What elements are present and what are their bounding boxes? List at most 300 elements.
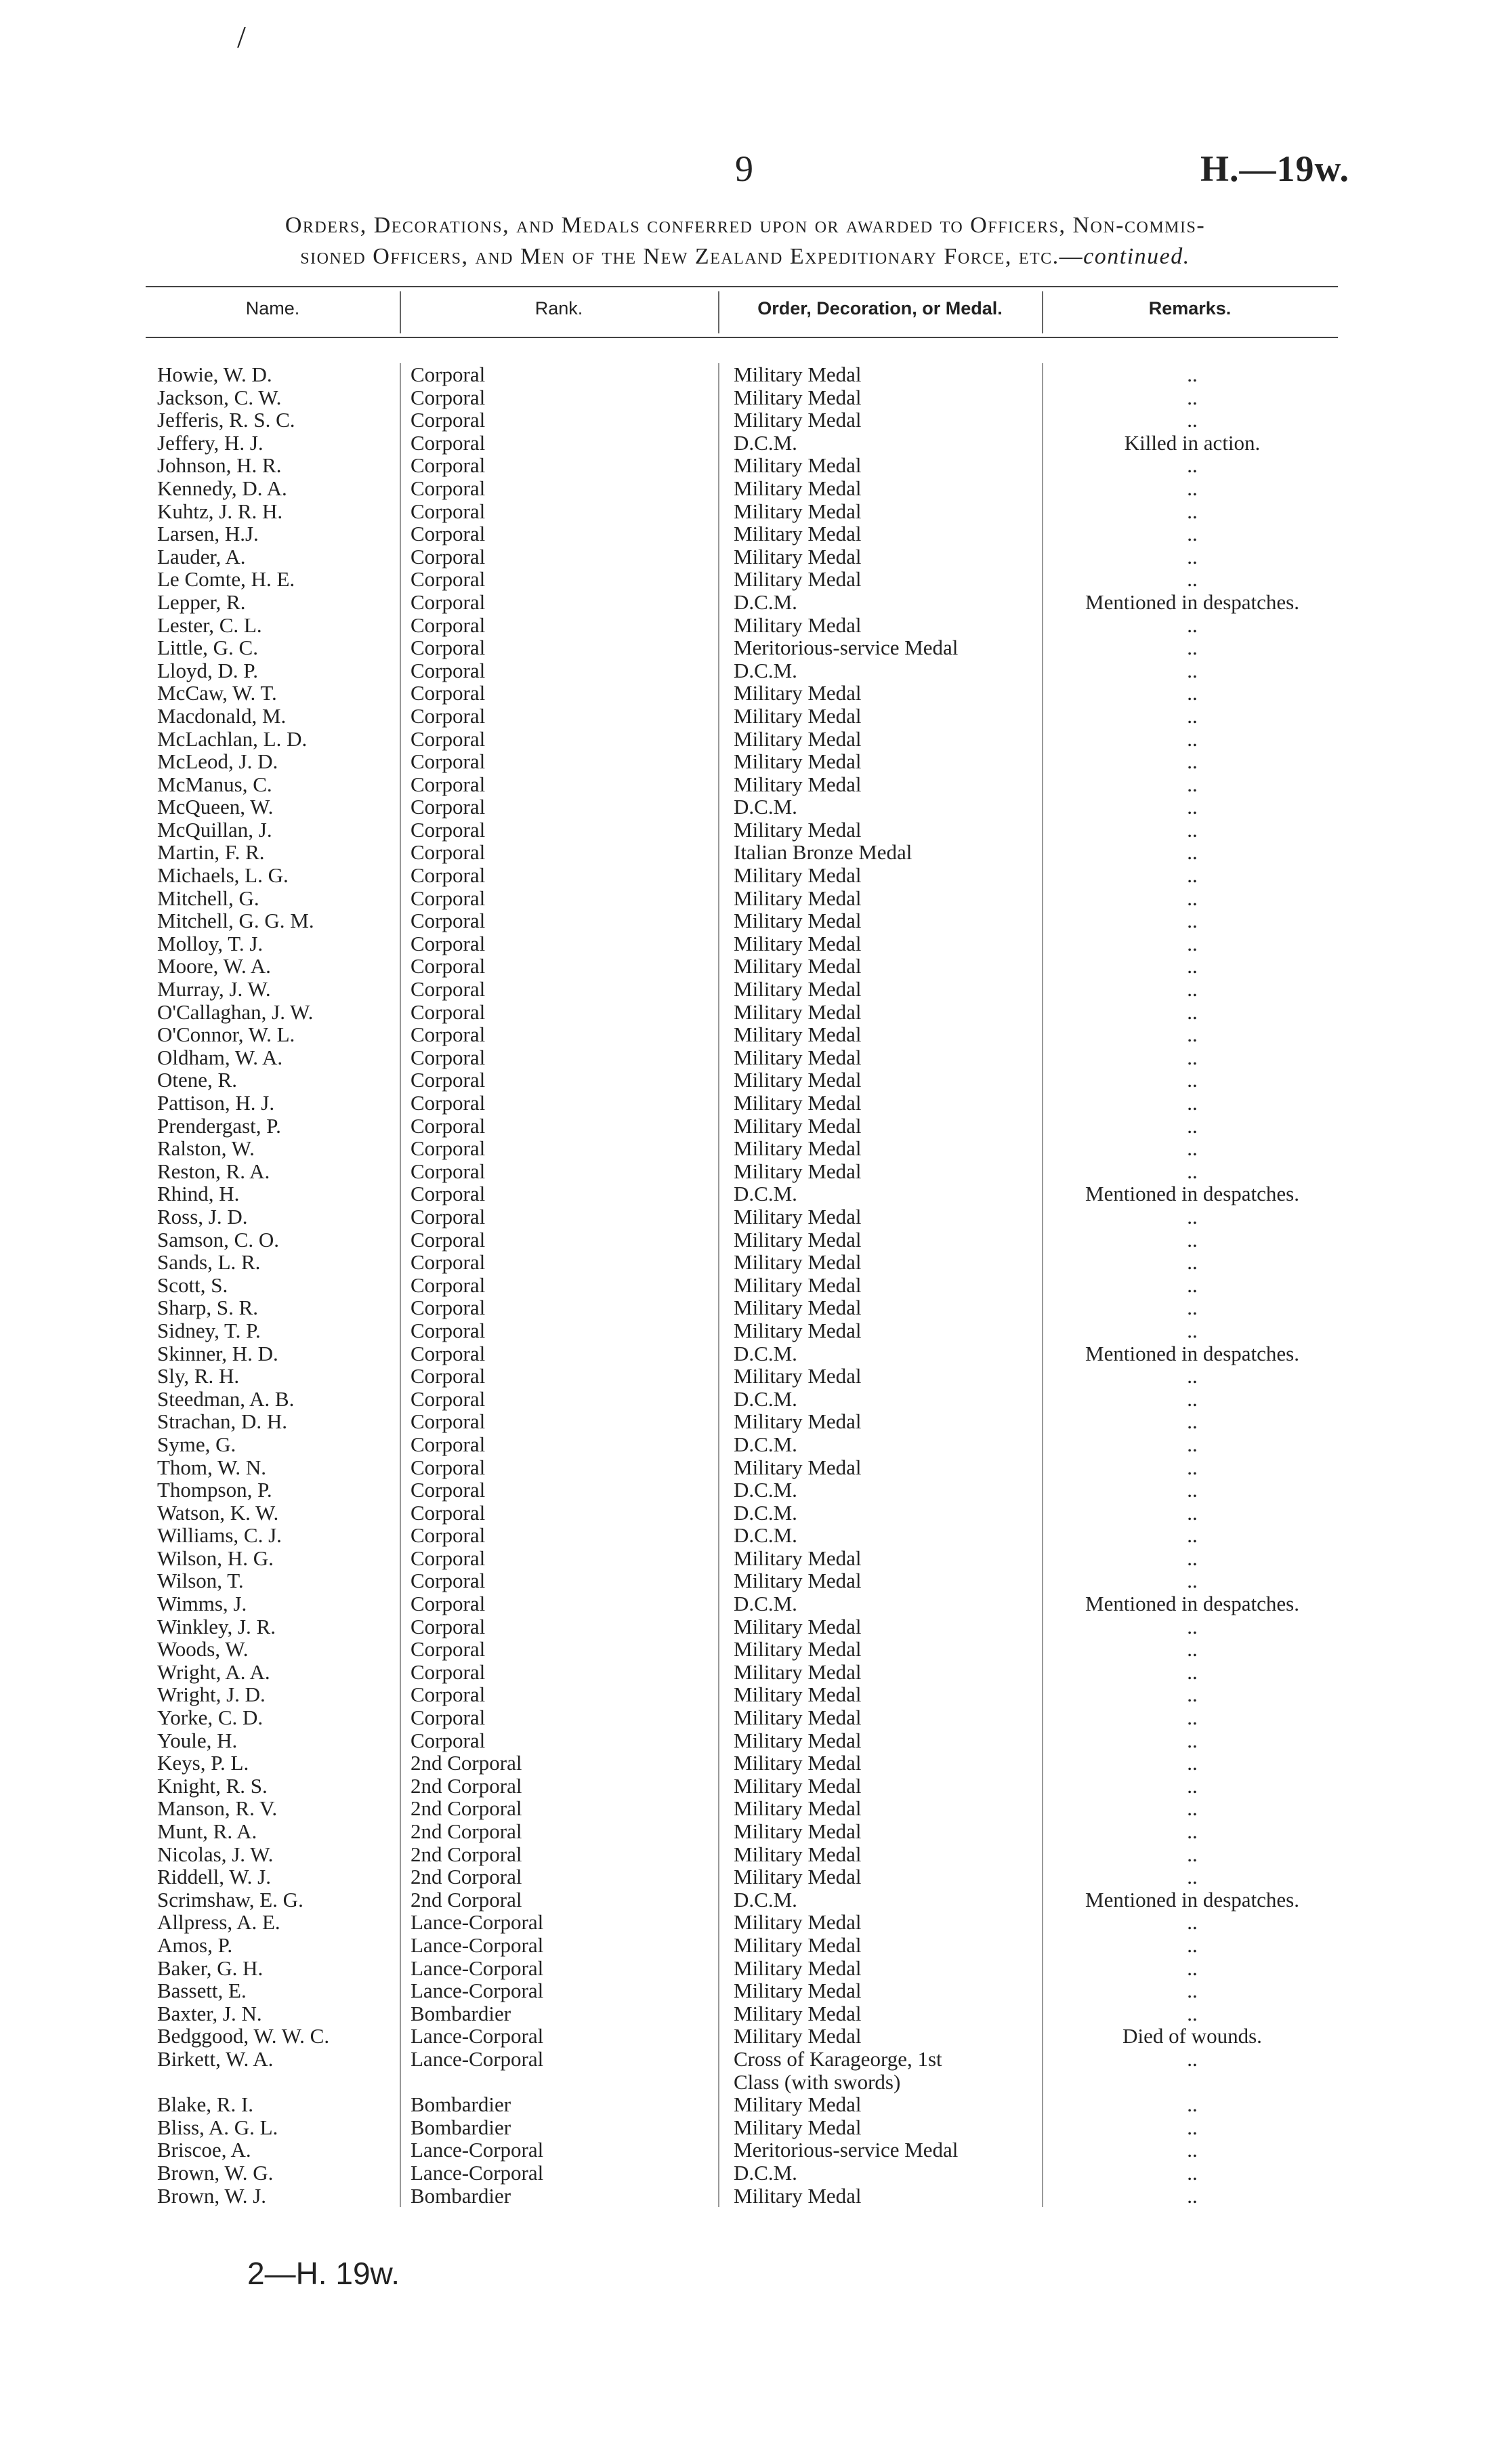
cell-name: McQueen, W. [157, 795, 274, 819]
order-divider [718, 2025, 719, 2048]
order-divider [718, 955, 719, 978]
rank-divider [400, 955, 401, 978]
cell-name: Scrimshaw, E. G. [157, 1887, 303, 1912]
table-row [0, 2093, 1512, 2116]
cell-remarks: .. [1187, 1227, 1198, 1252]
table-row [0, 477, 1512, 500]
rank-divider [400, 477, 401, 500]
cell-order: Military Medal [734, 567, 862, 592]
table-row [0, 2002, 1512, 2025]
remarks-divider [1042, 1092, 1043, 1115]
table-row [0, 568, 1512, 591]
table-row [0, 591, 1512, 614]
order-divider [718, 1547, 719, 1570]
cell-name: Wilson, H. G. [157, 1546, 274, 1570]
remarks-divider [1042, 2139, 1043, 2162]
cell-remarks: .. [1187, 1796, 1198, 1821]
table-row [0, 2048, 1512, 2071]
cell-name: Woods, W. [157, 1637, 249, 1661]
cell-rank: Corporal [411, 1592, 486, 1616]
rank-divider [400, 1410, 401, 1433]
remarks-divider [1042, 1775, 1043, 1798]
cell-name: Briscoe, A. [157, 2138, 251, 2162]
table-row [0, 1592, 1512, 1615]
remarks-divider [1042, 1479, 1043, 1502]
cell-remarks: .. [1187, 499, 1198, 523]
cell-name: Sly, R. H. [157, 1364, 240, 1388]
cell-order: Military Medal [734, 1227, 862, 1252]
table-row [0, 386, 1512, 409]
cell-order: Military Medal [734, 1773, 862, 1798]
table-row [0, 2025, 1512, 2048]
order-divider [718, 2185, 719, 2208]
rank-divider [400, 978, 401, 1001]
order-divider [718, 1365, 719, 1388]
cell-rank: 2nd Corporal [411, 1842, 522, 1866]
cell-rank: Corporal [411, 703, 486, 728]
table-row [0, 1182, 1512, 1205]
cell-rank: Corporal [411, 1728, 486, 1752]
order-divider [718, 1410, 719, 1433]
order-divider [718, 614, 719, 637]
remarks-divider [1042, 1706, 1043, 1729]
remarks-divider [1042, 1615, 1043, 1638]
cell-name: Birkett, W. A. [157, 2046, 274, 2071]
cell-name: Wright, A. A. [157, 1659, 270, 1684]
rank-divider [400, 1023, 401, 1046]
table-row [0, 522, 1512, 545]
table-row [0, 2116, 1512, 2139]
table-row [0, 1638, 1512, 1661]
cell-remarks: .. [1187, 1706, 1198, 1730]
remarks-divider [1042, 1592, 1043, 1615]
cell-rank: Corporal [411, 567, 486, 592]
cell-name: Steedman, A. B. [157, 1386, 295, 1411]
remarks-divider [1042, 522, 1043, 545]
order-divider [718, 2093, 719, 2116]
table-row [0, 1115, 1512, 1138]
cell-remarks: .. [1187, 567, 1198, 592]
cell-name: Wimms, J. [157, 1592, 247, 1616]
cell-rank: Corporal [411, 1227, 486, 1252]
cell-remarks: .. [1187, 795, 1198, 819]
remarks-divider [1042, 841, 1043, 864]
cell-name: Murray, J. W. [157, 977, 271, 1002]
rank-divider [400, 1274, 401, 1297]
cell-order: Military Medal [734, 1614, 862, 1638]
cell-name: Bedggood, W. W. C. [157, 2024, 330, 2048]
cell-order: Military Medal [734, 499, 862, 523]
remarks-divider [1042, 955, 1043, 978]
remarks-divider [1042, 1865, 1043, 1888]
order-divider [718, 500, 719, 523]
cell-order: Military Medal [734, 1706, 862, 1730]
rank-divider [400, 909, 401, 932]
table-row [0, 1888, 1512, 1912]
rank-divider [400, 1524, 401, 1547]
remarks-divider [1042, 1388, 1043, 1411]
cell-name: Mitchell, G. [157, 886, 259, 910]
cell-order: D.C.M. [734, 1523, 797, 1548]
cell-remarks: .. [1187, 749, 1198, 774]
cell-order: Military Medal [734, 1910, 862, 1935]
table-row [0, 1569, 1512, 1592]
order-divider [718, 1228, 719, 1252]
cell-rank: Corporal [411, 1023, 486, 1047]
remarks-divider [1042, 1752, 1043, 1775]
cell-remarks: .. [1187, 1204, 1198, 1228]
remarks-divider [1042, 796, 1043, 819]
cell-order: Military Medal [734, 1819, 862, 1843]
remarks-divider [1042, 1729, 1043, 1752]
cell-order: Military Medal [734, 363, 862, 386]
rank-divider [400, 1137, 401, 1160]
cell-remarks: .. [1187, 1045, 1198, 1069]
cell-remarks: .. [1187, 863, 1198, 888]
cell-rank: Corporal [411, 863, 486, 888]
order-divider [718, 454, 719, 477]
cell-name: O'Connor, W. L. [157, 1023, 295, 1047]
cell-remarks: .. [1187, 408, 1198, 432]
cell-order: Military Medal [734, 772, 862, 796]
column-header-remarks: Remarks. [1148, 298, 1232, 318]
cell-rank: Corporal [411, 522, 486, 546]
cell-rank: Lance-Corporal [411, 1910, 544, 1935]
table-row [0, 1160, 1512, 1183]
rank-divider [400, 659, 401, 682]
cell-order: Military Medal [734, 863, 862, 888]
cell-rank: Bombardier [411, 2092, 511, 2117]
cell-remarks: Mentioned in despatches. [1085, 590, 1299, 614]
cell-name: Nicolas, J. W. [157, 1842, 274, 1866]
remarks-divider [1042, 887, 1043, 910]
cell-name: Mitchell, G. G. M. [157, 909, 314, 933]
cell-order: Military Medal [734, 476, 862, 500]
cell-remarks: .. [1187, 1318, 1198, 1342]
order-divider [718, 1342, 719, 1365]
column-header-order: Order, Decoration, or Medal. [757, 298, 1003, 318]
cell-remarks: .. [1187, 1136, 1198, 1161]
cell-name: Johnson, H. R. [157, 453, 282, 478]
rank-divider [400, 568, 401, 591]
order-divider [718, 864, 719, 887]
order-divider [718, 1274, 719, 1297]
remarks-divider [1042, 2162, 1043, 2185]
heading-continued: continued. [1083, 244, 1190, 269]
cell-name: Sharp, S. R. [157, 1296, 258, 1320]
table-row [0, 1342, 1512, 1365]
order-divider [718, 728, 719, 751]
column-header-name: Name. [245, 298, 300, 318]
table-row [0, 1843, 1512, 1866]
cell-order: D.C.M. [734, 658, 797, 682]
remarks-divider [1042, 1160, 1043, 1183]
heading-line-2 [129, 241, 1362, 272]
cell-order: Class (with swords) [734, 2069, 901, 2094]
table-row [0, 1820, 1512, 1843]
cell-remarks: Mentioned in despatches. [1085, 1887, 1299, 1912]
rank-divider [400, 1547, 401, 1570]
cell-remarks: Died of wounds. [1122, 2024, 1262, 2048]
cell-order: Military Medal [734, 1023, 862, 1047]
cell-remarks: .. [1187, 1500, 1198, 1525]
cell-order: Military Medal [734, 1569, 862, 1593]
cell-order: Military Medal [734, 1136, 862, 1161]
order-divider [718, 1388, 719, 1411]
rank-divider [400, 500, 401, 523]
order-divider [718, 682, 719, 705]
cell-name: Manson, R. V. [157, 1796, 278, 1821]
cell-order: Military Medal [734, 1273, 862, 1297]
order-divider [718, 1592, 719, 1615]
cell-name: Oldham, W. A. [157, 1045, 283, 1069]
remarks-divider [1042, 659, 1043, 682]
remarks-divider [1042, 591, 1043, 614]
rank-divider [400, 1752, 401, 1775]
remarks-divider [1042, 682, 1043, 705]
cell-order: Military Medal [734, 1728, 862, 1752]
cell-order: Military Medal [734, 544, 862, 569]
remarks-divider [1042, 1661, 1043, 1684]
table-row [0, 1661, 1512, 1684]
rank-divider [400, 636, 401, 659]
cell-rank: Corporal [411, 817, 486, 842]
cell-order: Military Medal [734, 453, 862, 478]
remarks-divider [1042, 1934, 1043, 1957]
cell-order: Military Medal [734, 613, 862, 637]
table-row [0, 750, 1512, 773]
cell-name: Moore, W. A. [157, 954, 271, 978]
cell-remarks: .. [1187, 1113, 1198, 1138]
rank-divider [400, 1979, 401, 2002]
cell-order: Military Medal [734, 1159, 862, 1183]
cell-rank: Corporal [411, 1706, 486, 1730]
remarks-divider [1042, 1001, 1043, 1024]
cell-name: Le Comte, H. E. [157, 567, 295, 592]
order-divider [718, 1979, 719, 2002]
rank-divider [400, 1160, 401, 1183]
cell-rank: Corporal [411, 931, 486, 955]
table-row [0, 1752, 1512, 1775]
heading-line-1: Orders, Decorations, and Medals conferred upon or awarded to Officers, Non-commis- [285, 213, 1206, 238]
cell-rank: Corporal [411, 954, 486, 978]
table-row [0, 841, 1512, 864]
cell-order: Military Medal [734, 1409, 862, 1434]
cell-remarks: .. [1187, 1068, 1198, 1092]
cell-remarks: .. [1187, 703, 1198, 728]
cell-rank: Corporal [411, 636, 486, 660]
table-row [0, 1547, 1512, 1570]
rank-divider [400, 1911, 401, 1934]
rank-divider [400, 705, 401, 728]
order-divider [718, 2048, 719, 2071]
cell-rank: Corporal [411, 1159, 486, 1183]
cell-rank: Corporal [411, 886, 486, 910]
remarks-divider [1042, 614, 1043, 637]
cell-remarks: .. [1187, 1979, 1198, 2003]
cell-rank: Corporal [411, 840, 486, 865]
order-divider [718, 1160, 719, 1183]
rank-divider [400, 545, 401, 569]
cell-rank: Lance-Corporal [411, 2024, 544, 2048]
cell-remarks: .. [1187, 2092, 1198, 2117]
cell-remarks: .. [1187, 1614, 1198, 1638]
cell-order: Military Medal [734, 1364, 862, 1388]
cell-remarks: .. [1187, 636, 1198, 660]
cell-rank: Corporal [411, 1569, 486, 1593]
remarks-divider [1042, 728, 1043, 751]
order-divider [718, 591, 719, 614]
remarks-divider [1042, 1205, 1043, 1228]
table-row [0, 1205, 1512, 1228]
cell-rank: 2nd Corporal [411, 1751, 522, 1775]
cell-remarks: .. [1187, 544, 1198, 569]
cell-name: Syme, G. [157, 1432, 236, 1456]
cell-order: Military Medal [734, 1956, 862, 1980]
remarks-divider [1042, 1524, 1043, 1547]
table-row [0, 659, 1512, 682]
cell-remarks: .. [1187, 1956, 1198, 1980]
rank-divider [400, 1661, 401, 1684]
document-reference: H.—19w. [1200, 148, 1349, 189]
order-divider [718, 1479, 719, 1502]
remarks-divider [1042, 2002, 1043, 2025]
cell-order: D.C.M. [734, 1341, 797, 1365]
cell-rank: Corporal [411, 408, 486, 432]
order-divider [718, 363, 719, 386]
cell-order: Meritorious-service Medal [734, 636, 959, 660]
cell-name: Pattison, H. J. [157, 1091, 275, 1115]
cell-remarks: .. [1187, 1250, 1198, 1275]
cell-name: McCaw, W. T. [157, 681, 277, 705]
rank-divider [400, 1843, 401, 1866]
cell-rank: Lance-Corporal [411, 2160, 544, 2185]
table-row [0, 682, 1512, 705]
order-divider [718, 1729, 719, 1752]
cell-remarks: .. [1187, 1569, 1198, 1593]
order-divider [718, 1683, 719, 1706]
order-divider [718, 773, 719, 796]
order-divider [718, 1706, 719, 1729]
cell-order: Military Medal [734, 703, 862, 728]
table-row [0, 1706, 1512, 1729]
order-divider [718, 932, 719, 955]
cell-remarks: .. [1187, 1432, 1198, 1456]
cell-rank: Lance-Corporal [411, 1979, 544, 2003]
order-divider [718, 1069, 719, 1092]
cell-remarks: .. [1187, 772, 1198, 796]
table-row [0, 500, 1512, 523]
page-mark: / [237, 20, 246, 54]
rank-divider [400, 750, 401, 773]
cell-order: Military Medal [734, 886, 862, 910]
cell-remarks: .. [1187, 476, 1198, 500]
rank-divider [400, 2025, 401, 2048]
awards-table-body [0, 363, 1512, 2207]
rank-divider [400, 1638, 401, 1661]
rank-divider [400, 728, 401, 751]
rank-divider [400, 1934, 401, 1957]
table-row [0, 1615, 1512, 1638]
rank-divider [400, 1365, 401, 1388]
cell-name: Allpress, A. E. [157, 1910, 280, 1935]
cell-rank: Corporal [411, 590, 486, 614]
rank-divider [400, 773, 401, 796]
cell-rank: Corporal [411, 1296, 486, 1320]
table-row [0, 932, 1512, 955]
rank-divider [400, 1456, 401, 1479]
table-row [0, 1502, 1512, 1525]
cell-order: Military Medal [734, 1659, 862, 1684]
table-row [0, 636, 1512, 659]
cell-name: Munt, R. A. [157, 1819, 257, 1843]
table-row [0, 1479, 1512, 1502]
cell-remarks: .. [1187, 954, 1198, 978]
cell-order: D.C.M. [734, 1500, 797, 1525]
remarks-divider [1042, 545, 1043, 569]
cell-name: Riddell, W. J. [157, 1865, 271, 1889]
remarks-divider [1042, 2116, 1043, 2139]
cell-order: Military Medal [734, 1865, 862, 1889]
rank-divider [400, 454, 401, 477]
cell-rank: Corporal [411, 499, 486, 523]
order-divider [718, 1615, 719, 1638]
remarks-divider [1042, 1547, 1043, 1570]
cell-remarks: .. [1187, 2046, 1198, 2071]
table-row [0, 2162, 1512, 2185]
cell-remarks: .. [1187, 2001, 1198, 2025]
cell-remarks: .. [1187, 1023, 1198, 1047]
cell-order: Military Medal [734, 726, 862, 751]
remarks-divider [1042, 477, 1043, 500]
cell-rank: Corporal [411, 1250, 486, 1275]
table-row [0, 1023, 1512, 1046]
order-divider [718, 1433, 719, 1456]
cell-remarks: .. [1187, 817, 1198, 842]
rank-divider [400, 614, 401, 637]
remarks-divider [1042, 454, 1043, 477]
order-divider [718, 1524, 719, 1547]
order-divider [718, 477, 719, 500]
cell-name: Macdonald, M. [157, 703, 287, 728]
remarks-divider [1042, 1683, 1043, 1706]
cell-rank: Corporal [411, 1364, 486, 1388]
order-divider [718, 2116, 719, 2139]
cell-order: Military Medal [734, 1842, 862, 1866]
cell-order: Cross of Karageorge, 1st [734, 2046, 942, 2071]
cell-name: Skinner, H. D. [157, 1341, 278, 1365]
table-row [0, 1934, 1512, 1957]
rank-divider [400, 682, 401, 705]
order-divider [718, 432, 719, 455]
order-divider [718, 1456, 719, 1479]
cell-order: Military Medal [734, 1250, 862, 1275]
cell-name: Bassett, E. [157, 1979, 247, 2003]
cell-order: Military Medal [734, 954, 862, 978]
cell-order: Military Medal [734, 385, 862, 409]
remarks-divider [1042, 432, 1043, 455]
remarks-divider [1042, 1046, 1043, 1069]
order-divider [718, 386, 719, 409]
order-divider [718, 1092, 719, 1115]
remarks-divider [1042, 1251, 1043, 1274]
table-row [0, 887, 1512, 910]
cell-remarks: .. [1187, 2160, 1198, 2185]
table-row [0, 1319, 1512, 1342]
order-divider [718, 409, 719, 432]
rank-divider [400, 1001, 401, 1024]
rank-divider [400, 1115, 401, 1138]
